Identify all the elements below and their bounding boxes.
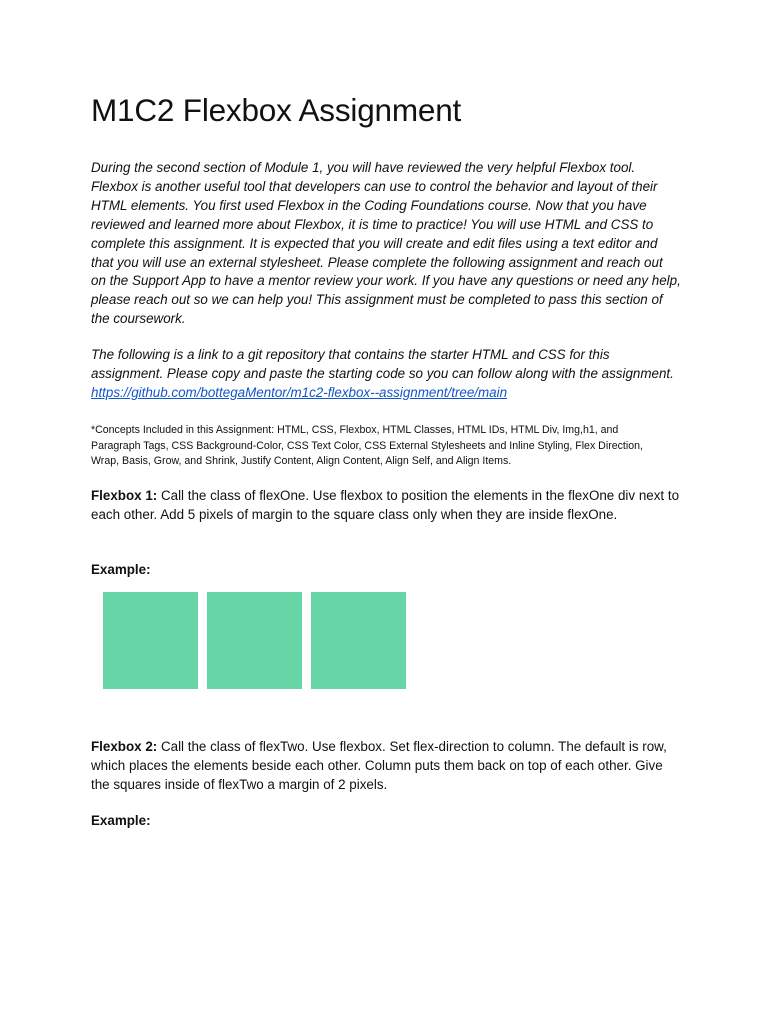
example2-label: Example: bbox=[91, 813, 151, 828]
document-title: M1C2 Flexbox Assignment bbox=[91, 92, 462, 128]
repo-link[interactable]: https://github.com/bottegaMentor/m1c2-flexbox--assignment/tree/main bbox=[91, 384, 508, 400]
example-square-3 bbox=[311, 592, 406, 689]
intro-paragraph: During the second section of Module 1, you will have reviewed the very helpful Flexbox tool. Flexbox is another useful tool that developers can use to control the behavior and layout of their HTML elements. You first used Flexbox in the Coding Foundations course. Now that you have reviewed and learned more about Flexbox, it is time to practice! You will use HTML and CSS to complete this assignment. It is expected that you will create and edit files using a text editor and that you will use an external stylesheet. Please complete the following assignment and reach out on the Support App to have a mentor review your work. If you have any questions or need any help, please reach out so we can help you! This assignment must be completed to pass this section of the coursework. bbox=[91, 160, 681, 327]
flexbox2-label: Flexbox 2: bbox=[91, 739, 158, 754]
flexbox1-text: Call the class of flexOne. Use flexbox to position the elements in the flexOne div next to each other. Add 5 pixels of margin to the square class only when they are inside flexOne. bbox=[91, 488, 680, 522]
example1-label: Example: bbox=[91, 562, 151, 577]
flexbox2-instruction bbox=[91, 738, 681, 795]
flexbox1-instruction bbox=[91, 487, 681, 525]
repo-paragraph-text: The following is a link to a git repository that contains the starter HTML and CSS for this assignment. Please copy and paste the starting code so you can follow along with the assignment. bbox=[91, 347, 674, 381]
flexbox1-label: Flexbox 1: bbox=[91, 488, 158, 503]
flexbox2-text: Call the class of flexTwo. Use flexbox. Set flex-direction to column. The default is row, which places the elements beside each other. Column puts them back on top of each other. Give the squares inside of flexTwo a margin of 2 pixels. bbox=[91, 739, 667, 792]
example1-squares bbox=[103, 592, 415, 689]
example-square-1 bbox=[103, 592, 198, 689]
concepts-note: *Concepts Included in this Assignment: HTML, CSS, Flexbox, HTML Classes, HTML IDs, HTML Div, Img,h1, and Paragraph Tags, CSS Background-Color, CSS Text Color, CSS External Stylesheets and Inline Styling, Flex Direction, Wrap, Basis, Grow, and Shrink, Justify Content, Align Content, Align Self, and Align Items. bbox=[91, 424, 643, 468]
example-square-2 bbox=[207, 592, 302, 689]
repo-paragraph bbox=[91, 346, 681, 403]
